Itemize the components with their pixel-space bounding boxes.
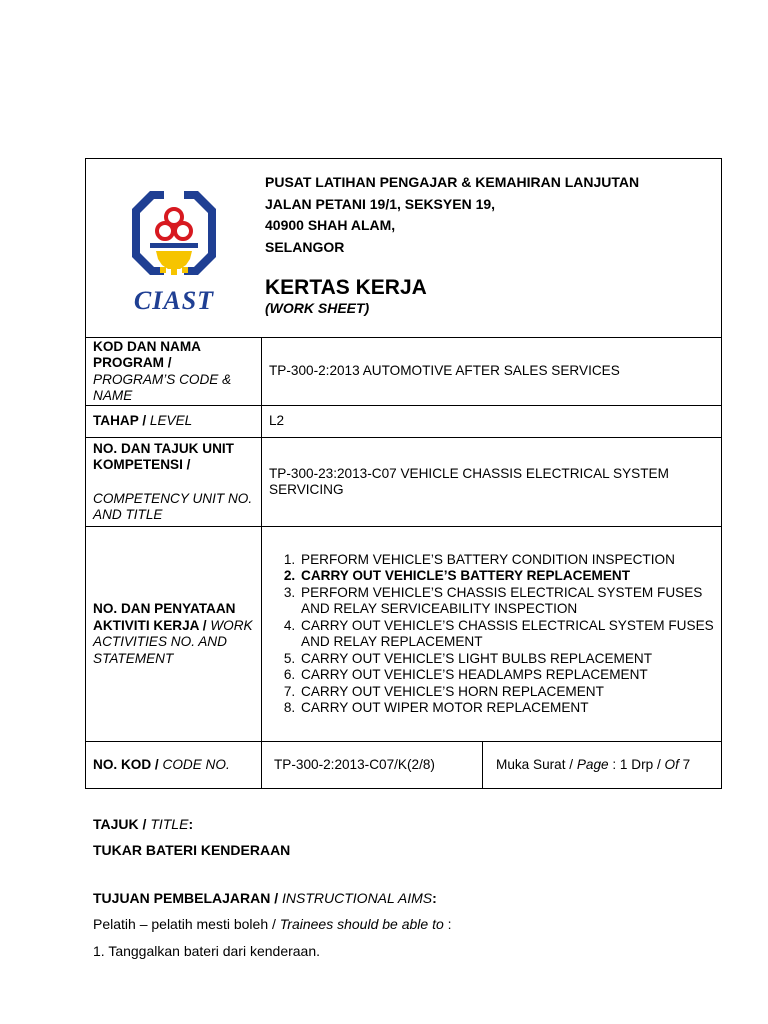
organization-block bbox=[262, 159, 639, 317]
org-address-line-2: 40900 SHAH ALAM, bbox=[265, 217, 396, 233]
activity-item: 7. CARRY OUT VEHICLE’S HORN REPLACEMENT bbox=[299, 684, 714, 701]
ciast-logo bbox=[86, 159, 262, 314]
unit-label: NO. DAN TAJUK UNIT KOMPETENSI / COMPETENCY UNIT NO. AND TITLE bbox=[86, 438, 262, 527]
program-value: TP-300-2:2013 AUTOMOTIVE AFTER SALES SERVICES bbox=[262, 338, 722, 406]
worksheet-header bbox=[85, 158, 721, 789]
activity-item: 8. CARRY OUT WIPER MOTOR REPLACEMENT bbox=[299, 700, 714, 717]
page-number: Muka Surat / Page : 1 Drp / Of 7 bbox=[483, 742, 722, 789]
activities-list-cell bbox=[262, 527, 722, 742]
activity-item-current: 2. CARRY OUT VEHICLE’S BATTERY REPLACEMENT bbox=[299, 568, 714, 585]
activity-item: 6. CARRY OUT VEHICLE’S HEADLAMPS REPLACEMENT bbox=[299, 667, 714, 684]
org-name: PUSAT LATIHAN PENGAJAR & KEMAHIRAN LANJUTAN bbox=[265, 174, 640, 190]
title-value: TUKAR BATERI KENDERAAN bbox=[93, 842, 291, 858]
document-title: KERTAS KERJA bbox=[265, 276, 427, 299]
header-table bbox=[85, 158, 722, 789]
logo-wordmark: CIAST bbox=[133, 285, 215, 315]
ciast-emblem-icon bbox=[120, 187, 228, 279]
activities-list bbox=[269, 552, 714, 717]
activity-item: 3. PERFORM VEHICLE’S CHASSIS ELECTRICAL SYSTEM FUSES AND RELAY SERVICEABILITY INSPECTION bbox=[299, 585, 714, 618]
unit-value: TP-300-23:2013-C07 VEHICLE CHASSIS ELECTRICAL SYSTEM SERVICING bbox=[262, 438, 722, 527]
aims-item: 1. Tanggalkan bateri dari kenderaan. bbox=[93, 943, 321, 959]
code-value: TP-300-2:2013-C07/K(2/8) bbox=[262, 742, 483, 789]
program-label: KOD DAN NAMA PROGRAM / PROGRAM’S CODE & NAME bbox=[86, 338, 262, 406]
activity-item: 5. CARRY OUT VEHICLE’S LIGHT BULBS REPLACEMENT bbox=[299, 651, 714, 668]
code-label: NO. KOD / CODE NO. bbox=[86, 742, 262, 789]
aims-intro: Pelatih – pelatih mesti boleh / Trainees should be able to : bbox=[93, 916, 452, 932]
level-label: TAHAP / LEVEL bbox=[86, 406, 262, 438]
level-value: L2 bbox=[262, 406, 722, 438]
activity-item: 4. CARRY OUT VEHICLE’S CHASSIS ELECTRICAL SYSTEM FUSES AND RELAY REPLACEMENT bbox=[299, 618, 714, 651]
activities-label: NO. DAN PENYATAAN AKTIVITI KERJA / WORK ACTIVITIES NO. AND STATEMENT bbox=[86, 527, 262, 742]
title-heading: TAJUK / TITLE: bbox=[93, 816, 194, 832]
header-cell bbox=[86, 159, 722, 338]
org-address-line-3: SELANGOR bbox=[265, 238, 345, 255]
org-address-line-1: JALAN PETANI 19/1, SEKSYEN 19, bbox=[265, 195, 496, 212]
aims-heading: TUJUAN PEMBELAJARAN / INSTRUCTIONAL AIMS: bbox=[93, 890, 437, 906]
document-title-en: (WORK SHEET) bbox=[265, 300, 370, 316]
activity-item: 1. PERFORM VEHICLE’S BATTERY CONDITION INSPECTION bbox=[299, 552, 714, 569]
